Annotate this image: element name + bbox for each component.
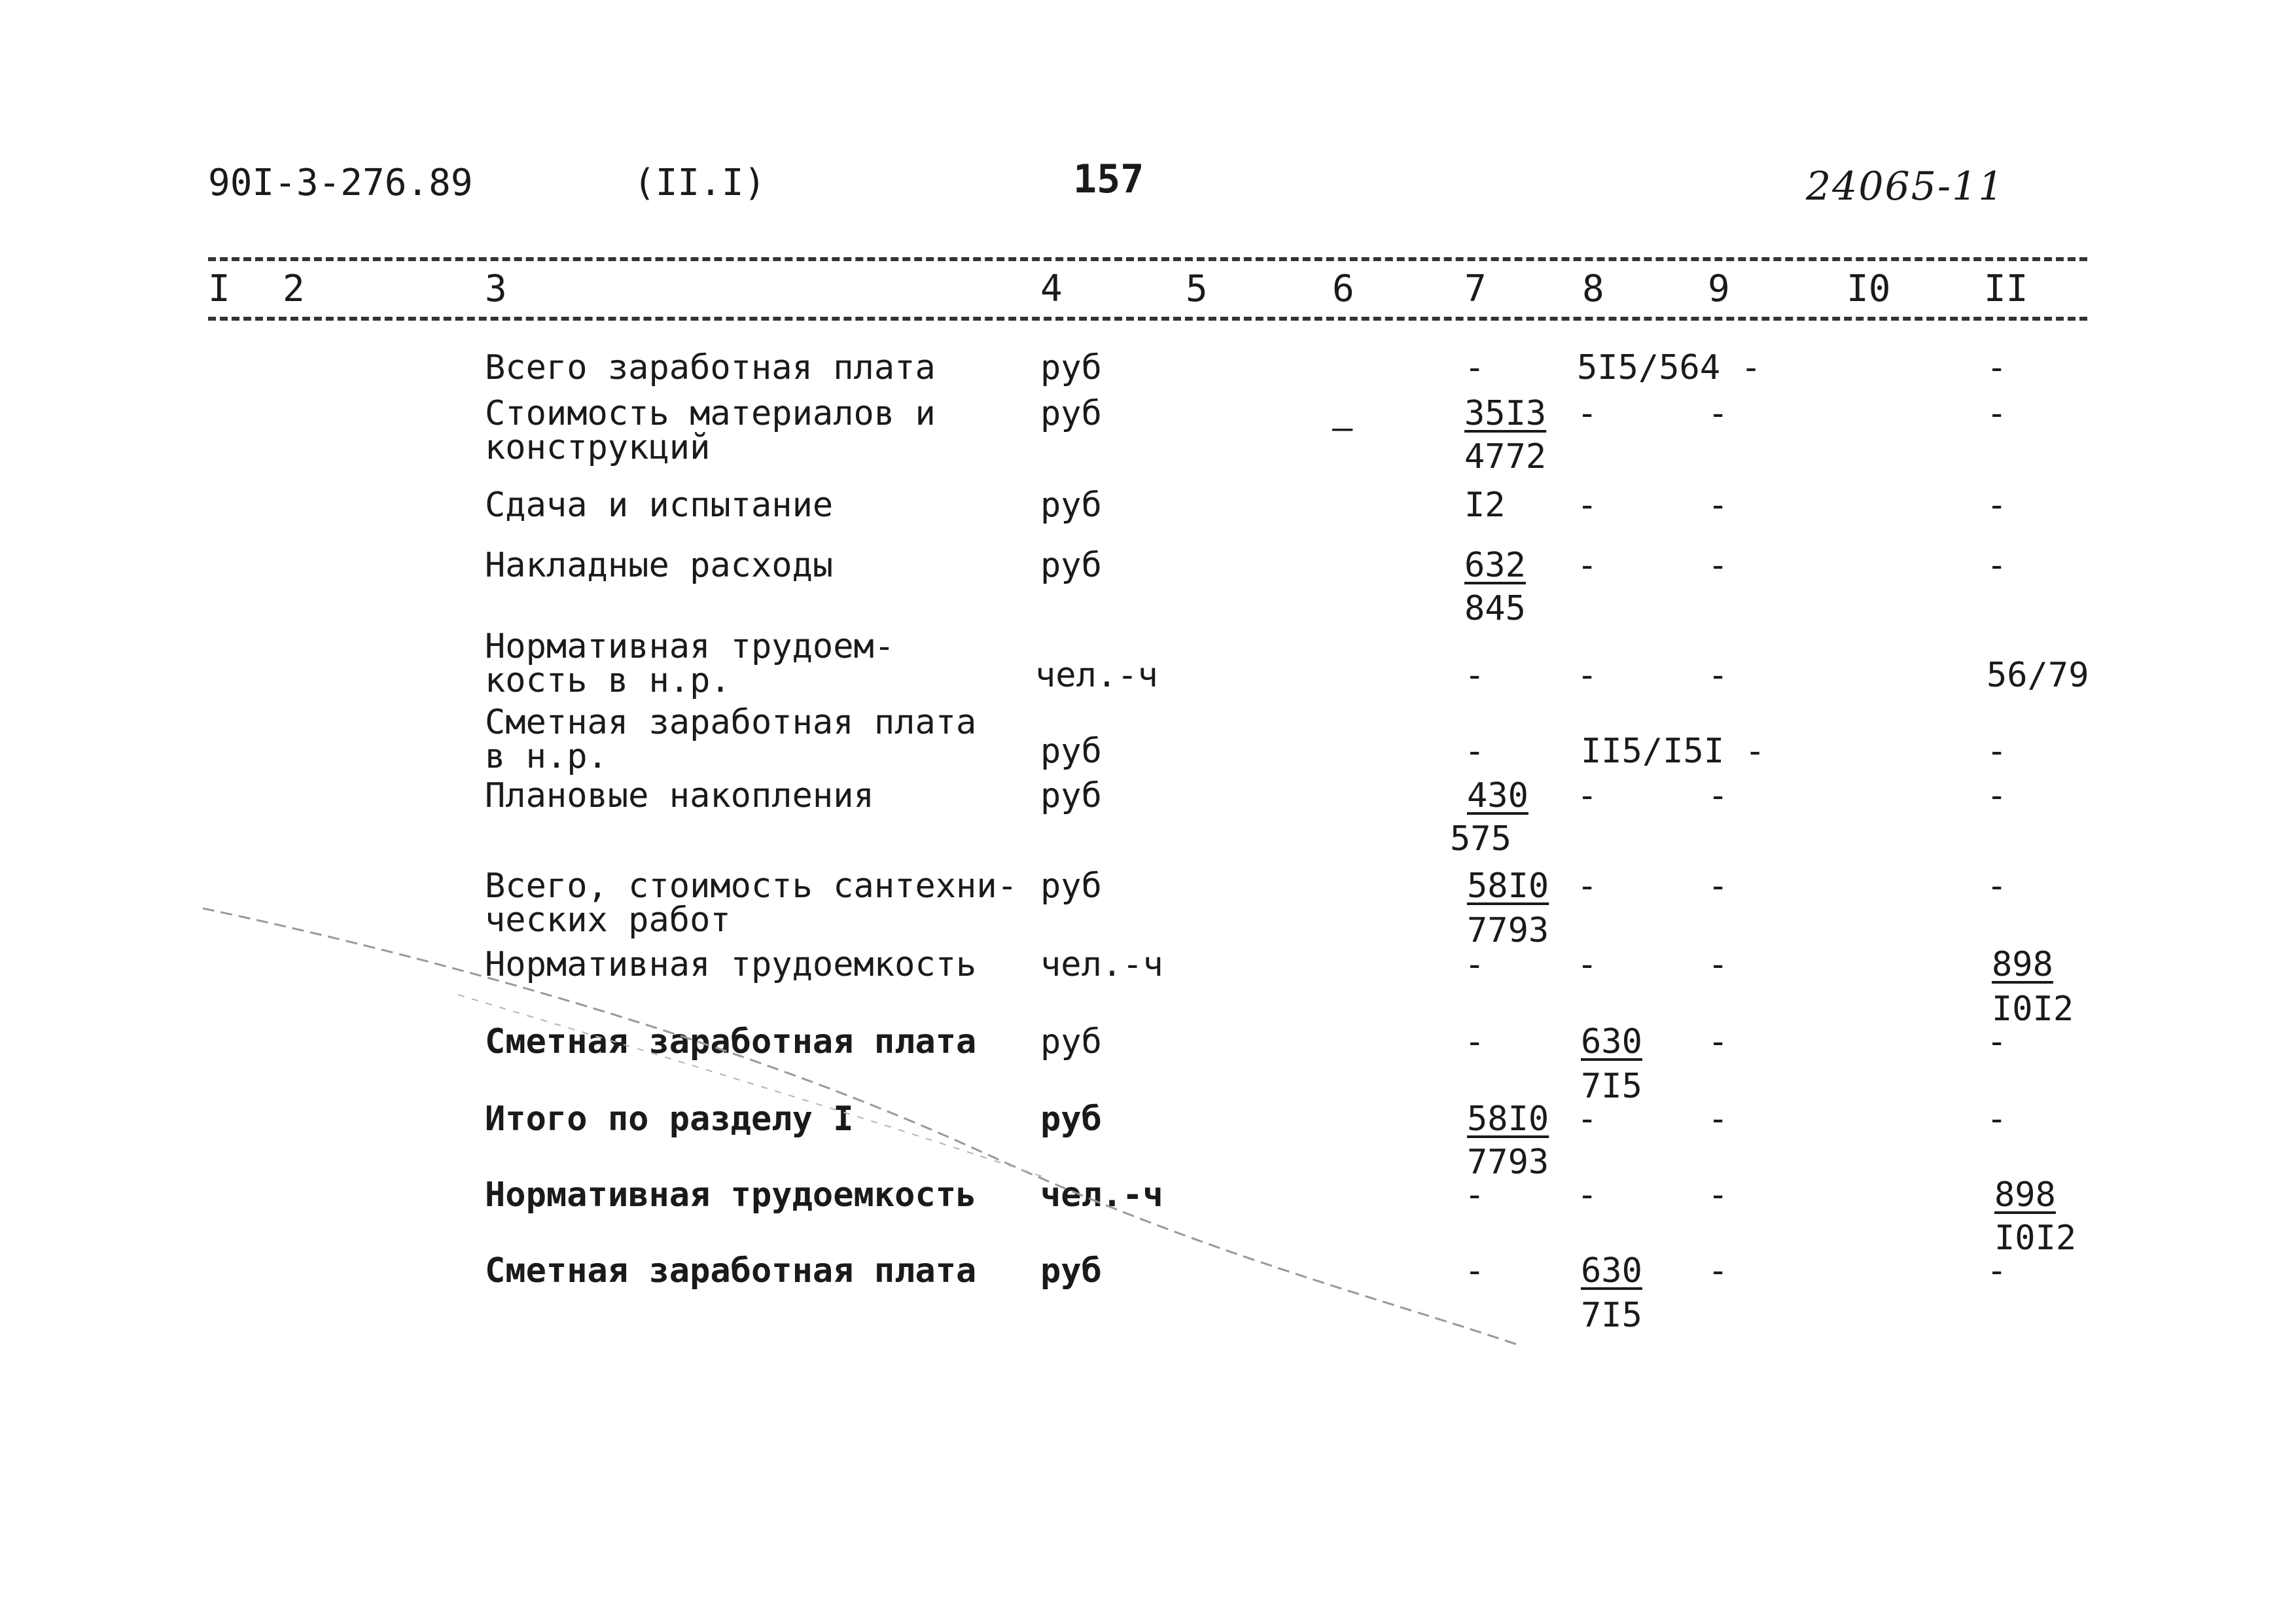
column-header: 3 [485,268,507,310]
row-description: Нормативная трудоемкость [485,1175,977,1215]
cell-col9: - [1708,486,1729,525]
cell-col7-lower: 845 [1464,589,1526,628]
cell-col8: - [1577,866,1598,906]
row-unit: руб [1040,776,1102,815]
row-unit: руб [1040,348,1102,387]
column-header: 4 [1040,268,1063,310]
cell-col7: I2 [1464,486,1506,525]
cell-col8: 630 [1581,1022,1642,1061]
row-description: кость в н.р. [485,661,731,700]
row-description: Нормативная трудоем- [485,627,895,666]
row-unit: руб [1040,486,1102,525]
cell-col8: - [1577,776,1598,815]
cell-col8: - [1577,945,1598,984]
cell-col9: - [1708,1175,1729,1215]
row-unit: руб [1040,1099,1102,1139]
cell-col7: - [1464,945,1485,984]
cell-col8: - [1577,1099,1598,1139]
doc-code: 90I-3-276.89 [208,162,473,204]
page-number: 157 [1073,156,1144,202]
row-unit: руб [1040,546,1102,585]
column-header: 8 [1582,268,1604,310]
column-header: 2 [283,268,305,310]
cell-col11: - [1987,546,2007,585]
cell-col7-lower: 7793 [1467,911,1549,950]
cell-col11-lower: I0I2 [1994,1219,2077,1258]
row-description: Итого по разделу I [485,1099,854,1139]
row-description: ческих работ [485,901,731,940]
cell-col11: - [1987,1099,2007,1139]
cell-col9: - [1708,1251,1729,1291]
cell-col8: II5/I5I - [1581,732,1765,771]
cell-col8: - [1577,394,1598,433]
cell-col8-lower: 7I5 [1581,1296,1642,1335]
row-unit: руб [1040,732,1102,771]
cell-col9: - [1708,776,1729,815]
cell-col7: - [1464,348,1485,387]
row-unit: руб [1040,394,1102,433]
row-unit: чел.-ч [1035,656,1158,695]
row-unit: чел.-ч [1040,945,1163,984]
row-description: Всего, стоимость сантехни- [485,866,1017,906]
cell-col7: 58I0 [1467,1099,1549,1139]
cell-col7-lower: 575 [1450,819,1511,859]
cell-col9: - [1708,656,1729,695]
column-header: I0 [1846,268,1891,310]
section-number: (II.I) [633,162,766,204]
cell-col7: - [1464,1175,1485,1215]
cell-col11: - [1987,486,2007,525]
cell-col11: - [1987,348,2007,387]
cell-col9: - [1708,945,1729,984]
column-header: 5 [1186,268,1208,310]
cell-col7-lower: 4772 [1464,437,1547,476]
row-unit: руб [1040,866,1102,906]
row-unit: руб [1040,1251,1102,1291]
cell-col8: - [1577,486,1598,525]
row-unit: руб [1040,1022,1102,1061]
cell-col7: 35I3 [1464,394,1547,433]
cell-col8-lower: 7I5 [1581,1067,1642,1106]
row-description: Накладные расходы [485,546,834,585]
column-header: 9 [1708,268,1730,310]
cell-col7: - [1464,1022,1485,1061]
cell-col11-lower: I0I2 [1992,990,2074,1029]
cell-col8: - [1577,1175,1598,1215]
cell-col9: - [1708,546,1729,585]
cell-col9: - [1708,1022,1729,1061]
cell-col11: 56/79 [1987,656,2089,695]
row-unit: чел.-ч [1040,1175,1163,1215]
column-header: 6 [1332,268,1354,310]
cell-col11: - [1987,732,2007,771]
row-description: Сметная заработная плата [485,1251,977,1291]
column-header: II [1984,268,2028,310]
row-description: Всего заработная плата [485,348,936,387]
cell-col7: - [1464,1251,1485,1291]
row-description: Плановые накопления [485,776,874,815]
cell-col11: - [1987,394,2007,433]
row-description: Стоимость материалов и [485,394,936,433]
row-description: конструкций [485,428,711,467]
cell-col11: 898 [1992,945,2053,984]
cell-col8: 5I5/564 - [1577,348,1761,387]
cell-col7-lower: 7793 [1467,1143,1549,1182]
cell-col7: 632 [1464,546,1526,585]
cell-col11: - [1987,1022,2007,1061]
cell-col9: - [1708,866,1729,906]
cell-col7: - [1464,732,1485,771]
cell-col7: 58I0 [1467,866,1549,906]
cell-col8: 630 [1581,1251,1642,1291]
cell-col11: - [1987,776,2007,815]
row-description: Сметная заработная плата [485,1022,977,1061]
cell-col9: - [1708,1099,1729,1139]
row-description: Сдача и испытание [485,486,834,525]
cell-col11: 898 [1994,1175,2056,1215]
cell-col7: - [1464,656,1485,695]
column-header: I [208,268,230,310]
column-header: 7 [1464,268,1487,310]
cell-col9: - [1708,394,1729,433]
handwritten-number: 24065-11 [1806,164,2005,209]
cell-col6: — [1332,408,1353,448]
cell-col11: - [1987,866,2007,906]
row-description: Нормативная трудоемкость [485,945,977,984]
row-description: Сметная заработная плата [485,703,977,742]
cell-col8: - [1577,656,1598,695]
row-description: в н.р. [485,737,608,776]
cell-col7: 430 [1467,776,1528,815]
cell-col11: - [1987,1251,2007,1291]
cell-col8: - [1577,546,1598,585]
